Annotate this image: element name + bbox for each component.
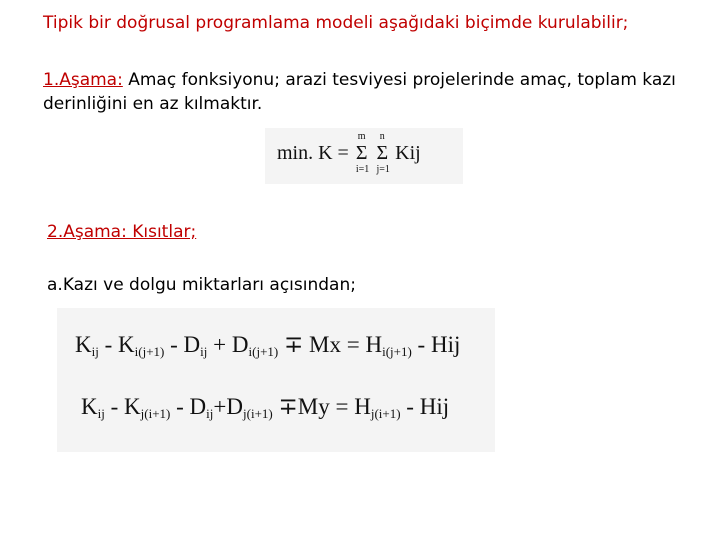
- eq1-d2-sub: i(j+1): [248, 344, 279, 359]
- eq1-h2: Hij: [430, 332, 461, 357]
- step1-text: Amaç fonksiyonu; arazi tesviyesi projelerinde amaç, toplam kazı derinliğini en az kılmaktır.: [43, 70, 676, 114]
- eq1-h-sub: i(j+1): [382, 344, 412, 359]
- eq1-k2-sub: i(j+1): [134, 344, 165, 359]
- objective-formula: [277, 131, 421, 175]
- eq1-minus1: -: [98, 332, 119, 357]
- eq1-k-sub: ij: [91, 344, 99, 359]
- eq1-plus: +: [207, 332, 232, 357]
- eq1-k: K: [75, 332, 92, 357]
- eq2-d-sub: ij: [206, 406, 214, 421]
- eq1-d-sub: ij: [200, 344, 208, 359]
- eq1-m: Mx: [309, 332, 341, 357]
- eq1-d2: D: [231, 332, 249, 357]
- sum-j: [376, 131, 390, 175]
- step2-label: 2.Aşama: Kısıtlar;: [47, 222, 197, 242]
- sum-i-symbol: Σ: [355, 142, 368, 164]
- eq2-k2-sub: j(i+1): [140, 406, 171, 421]
- sum-i: [355, 131, 370, 175]
- eq1-eq: =: [340, 332, 366, 357]
- eq1-h: H: [365, 332, 383, 357]
- sub-a-text: a.Kazı ve dolgu miktarları açısından;: [47, 275, 356, 295]
- eq1-minus3: -: [411, 332, 431, 357]
- eq2-h-sub: j(i+1): [370, 406, 401, 421]
- eq2-d: D: [189, 394, 207, 419]
- eq2-plus: +: [213, 394, 227, 419]
- eq2-minus3: -: [400, 394, 420, 419]
- eq1-k2: K: [118, 332, 135, 357]
- constraint-equation-1: [75, 332, 460, 360]
- eq1-d: D: [183, 332, 201, 357]
- objective-term: Kij: [395, 142, 421, 164]
- objective-prefix: min. K =: [277, 142, 349, 164]
- constraints-formula-image: [57, 308, 495, 452]
- step1-label: 1.Aşama:: [43, 70, 123, 90]
- eq2-d2: D: [226, 394, 244, 419]
- eq2-minus1: -: [104, 394, 125, 419]
- eq1-op: ∓: [278, 332, 310, 357]
- eq2-d2-sub: j(i+1): [243, 406, 273, 421]
- slide-title: Tipik bir doğrusal programlama modeli aşağıdaki biçimde kurulabilir;: [43, 13, 629, 33]
- sum-j-upper: n: [379, 131, 385, 142]
- eq2-k2: K: [124, 394, 141, 419]
- sum-i-upper: m: [357, 131, 366, 142]
- objective-formula-image: [265, 128, 463, 184]
- sum-j-symbol: Σ: [376, 142, 389, 164]
- eq1-minus2: -: [164, 332, 184, 357]
- constraint-equation-2: [81, 394, 449, 422]
- eq2-h: H: [354, 394, 371, 419]
- eq2-op: ∓: [272, 394, 298, 419]
- eq2-h2: Hij: [419, 394, 450, 419]
- eq2-eq: =: [329, 394, 355, 419]
- eq2-k: K: [81, 394, 98, 419]
- eq2-m: My: [297, 394, 330, 419]
- eq2-k-sub: ij: [97, 406, 105, 421]
- eq2-minus2: -: [170, 394, 190, 419]
- sum-i-lower: i=1: [355, 164, 370, 175]
- sum-j-lower: j=1: [376, 164, 390, 175]
- step1-paragraph: [43, 68, 683, 116]
